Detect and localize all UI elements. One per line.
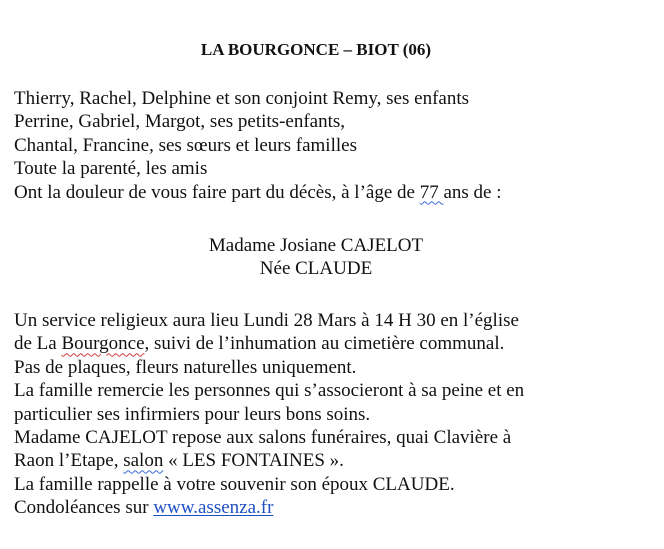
ceremony-details <box>14 309 654 520</box>
deceased-identity <box>0 234 632 281</box>
salon-word: salon <box>123 450 164 472</box>
grandchildren-line: Perrine, Gabriel, Margot, ses petits-enfants, <box>14 111 346 133</box>
salon-name: « LES FONTAINES ». <box>163 450 344 472</box>
church-place: Bourgonce <box>61 333 145 355</box>
deceased-birth-name: Née CLAUDE <box>259 258 373 280</box>
relatives-line: Toute la parenté, les amis <box>14 158 208 180</box>
burial-line <box>14 332 654 355</box>
deceased-name: Madame Josiane CAJELOT <box>208 235 424 256</box>
nurses-line: particulier ses infirmiers pour leurs bons soins. <box>14 403 371 425</box>
service-line: Un service religieux aura lieu Lundi 28 Mars à 14 H 30 en l’église <box>14 310 519 331</box>
thanks-line: La famille remercie les personnes qui s’associeront à sa peine et en <box>14 380 525 402</box>
condolences-line <box>14 496 654 519</box>
condolences-prefix: Condoléances sur <box>14 497 154 519</box>
announcement-prefix: Ont la douleur de vous faire part du décès, à l’âge de <box>14 181 420 203</box>
salon-line <box>14 449 654 472</box>
funeral-home-line: Madame CAJELOT repose aux salons funéraires, quai Clavière à <box>14 427 512 449</box>
notice-heading: LA BOURGONCE – BIOT (06) <box>200 40 432 59</box>
age-value: 77 <box>419 181 444 203</box>
spouse-line: La famille rappelle à votre souvenir son époux CLAUDE. <box>14 473 455 495</box>
condolences-link[interactable]: www.assenza.fr <box>153 497 274 519</box>
children-line: Thierry, Rachel, Delphine et son conjoint Remy, ses enfants <box>14 88 469 109</box>
burial-suffix: , suivi de l’inhumation au cimetière communal. <box>144 333 505 355</box>
family-announcement <box>14 87 654 204</box>
burial-prefix: de La <box>14 333 62 355</box>
salon-prefix: Raon l’Etape, <box>14 450 124 472</box>
sisters-line: Chantal, Francine, ses sœurs et leurs familles <box>14 134 357 156</box>
flowers-line: Pas de plaques, fleurs naturelles uniquement. <box>14 356 357 378</box>
announcement-line <box>14 181 654 204</box>
announcement-suffix: ans de : <box>443 181 502 203</box>
